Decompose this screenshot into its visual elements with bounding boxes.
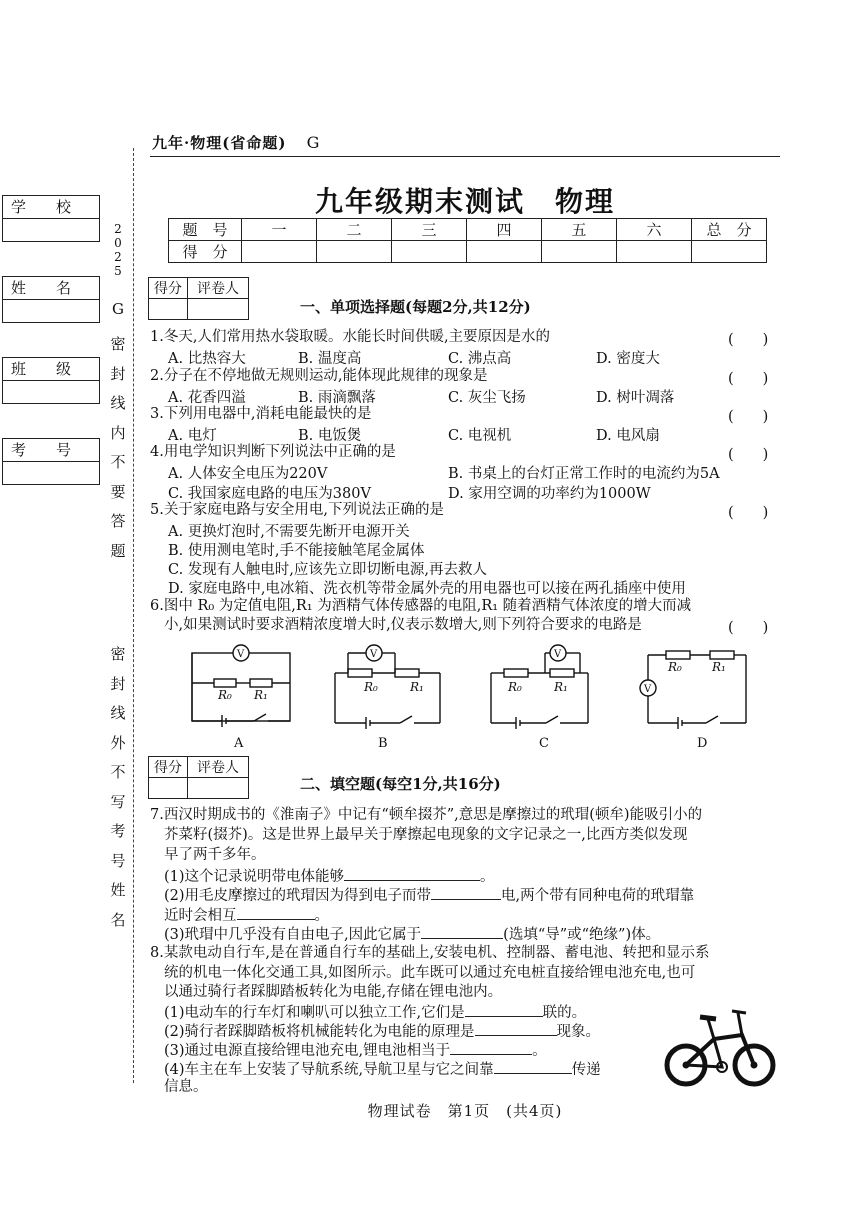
q6-stem-line2: 小,如果测试时要求酒精浓度增大时,仪表示数增大,则下列符合要求的电路是 — [164, 617, 642, 633]
margin-char: 密 — [110, 645, 126, 663]
q8-sub4-text-b: 传递 — [571, 1062, 601, 1078]
grader-box-2 — [148, 756, 249, 799]
name-label: 姓 名 — [3, 277, 99, 300]
q7-sub2-text-b: 电,两个带有同种电荷的玳瑁靠 — [501, 888, 695, 904]
q4-stem: 4.用电学知识判断下列说法中正确的是 — [150, 444, 396, 460]
q3-option-d: D. 电风扇 — [596, 428, 660, 444]
q3-option-b: B. 电饭煲 — [298, 428, 362, 444]
score-table — [168, 218, 767, 263]
margin-letter: G — [112, 300, 124, 318]
q8-sub1 — [164, 1002, 586, 1023]
r1-c-label: R₁ — [554, 680, 568, 694]
margin-char: 不 — [110, 763, 126, 781]
q8-blank-1[interactable] — [465, 1002, 543, 1017]
q1-option-c: C. 沸点高 — [448, 351, 512, 367]
q2-stem: 2.分子在不停地做无规则运动,能体现此规律的现象是 — [150, 368, 488, 384]
series-text: 九年·物理(省命题) — [152, 134, 287, 152]
q8-blank-3[interactable] — [450, 1040, 532, 1055]
q7-blank-1[interactable] — [344, 866, 480, 881]
q4-option-d: D. 家用空调的功率约为1000W — [448, 486, 651, 502]
r0-c-label: R₀ — [508, 680, 522, 694]
q7-sub2-cont: 近时会相互 。 — [164, 905, 329, 926]
q8-sub3-text: (3)通过电源直接给锂电池充电,锂电池相当于 — [164, 1043, 451, 1059]
e-bike-illustration — [664, 1005, 776, 1089]
q8-sub4-text: (4)车主在车上安装了导航系统,导航卫星与它之间靠 — [164, 1062, 494, 1078]
q8-sub2-text: (2)骑行者踩脚踏板将机械能转化为电能的原理是 — [164, 1024, 475, 1040]
q7-blank-3[interactable] — [237, 905, 315, 920]
q8-sub4-cont: 信息。 — [164, 1079, 208, 1095]
q8-sub3-text-b: 。 — [532, 1043, 547, 1059]
grader-box — [148, 277, 249, 320]
q1-stem: 1.冬天,人们常用热水袋取暖。水能长时间供暖,主要原因是水的 — [150, 329, 551, 345]
section1-title: 一、单项选择题(每题2分,共12分) — [300, 298, 531, 316]
q1-answer-paren: ( ) — [728, 332, 769, 348]
q3-answer-paren: ( ) — [728, 409, 769, 425]
score-cell — [617, 241, 692, 263]
class-label: 班 级 — [3, 358, 99, 381]
page-title: 九年级期末测试 物理 — [314, 185, 615, 218]
r1-b-label: R₁ — [410, 680, 424, 694]
score-table-header: 总 分 — [692, 219, 767, 241]
voltmeter-c-label: V — [554, 649, 562, 660]
school-field — [2, 195, 100, 242]
voltmeter-b-label: V — [370, 649, 378, 660]
q7-line2: 芥菜籽(掇芥)。这是世界上最早关于摩擦起电现象的文字记录之一,比西方类似发现 — [164, 827, 688, 843]
margin-char: 密 — [110, 335, 126, 353]
header-rule — [150, 156, 780, 157]
circuit-b — [335, 645, 440, 729]
q8-sub2-text-b: 现象。 — [556, 1024, 601, 1040]
margin-char: 外 — [110, 733, 126, 752]
q2-answer-paren: ( ) — [728, 371, 769, 387]
score-table-header: 五 — [542, 219, 617, 241]
circuit-b-label: B — [378, 736, 388, 751]
q2-option-a: A. 花香四溢 — [168, 390, 246, 406]
voltmeter-d-label: V — [644, 684, 652, 695]
grader-reviewer-label: 评卷人 — [188, 757, 249, 778]
score-table-header: 一 — [242, 219, 317, 241]
circuit-d — [640, 651, 746, 729]
margin-char: 2 — [114, 222, 122, 236]
margin-char: 要 — [110, 482, 126, 501]
score-table-header: 题 号 — [169, 219, 242, 241]
r0-d-label: R₀ — [668, 660, 682, 674]
q7-blank-4[interactable] — [421, 924, 503, 939]
margin-char: 封 — [110, 674, 126, 693]
q7-line3: 早了两千多年。 — [164, 847, 266, 863]
circuit-diagrams — [150, 635, 770, 755]
score-table-header: 二 — [317, 219, 392, 241]
q3-stem: 3.下列用电器中,消耗电能最快的是 — [150, 406, 372, 422]
q5-option-a: A. 更换灯泡时,不需要先断开电源开关 — [168, 524, 410, 540]
q8-blank-4[interactable] — [494, 1059, 572, 1074]
class-field — [2, 357, 100, 404]
margin-year — [108, 222, 128, 278]
seal-outer-text — [108, 640, 128, 935]
q7-blank-2[interactable] — [431, 885, 501, 900]
r1-a-label: R₁ — [254, 688, 268, 702]
q1-option-d: D. 密度大 — [596, 351, 660, 367]
circuit-c-label: C — [539, 736, 549, 751]
q8-blank-2[interactable] — [475, 1021, 557, 1036]
margin-char: 内 — [110, 423, 126, 442]
exam-number-label: 考 号 — [3, 439, 99, 462]
q7-sub3-text-b: (选填“导”或“绝缘”)体。 — [503, 927, 661, 943]
voltmeter-a-label: V — [237, 649, 245, 660]
q6-stem-line1: 6.图中 R₀ 为定值电阻,R₁ 为酒精气体传感器的电阻,R₁ 随着酒精气体浓度的增大而减 — [150, 598, 692, 614]
q8-line3: 以通过骑行者踩脚踏板转化为电能,存储在锂电池内。 — [164, 984, 503, 1000]
q6-answer-paren: ( ) — [728, 620, 769, 636]
margin-char: 0 — [114, 236, 122, 250]
grader-score-label: 得分 — [149, 278, 188, 299]
circuit-a-label: A — [234, 736, 244, 751]
q7-sub2 — [164, 885, 694, 906]
margin-char: 写 — [110, 792, 126, 811]
q7-sub1: (1)这个记录说明带电体能够 。 — [164, 866, 495, 887]
section2-title: 二、填空题(每空1分,共16分) — [300, 775, 501, 793]
version-letter: G — [306, 133, 321, 152]
q3-option-a: A. 电灯 — [168, 428, 217, 444]
q8-sub4 — [164, 1059, 601, 1080]
score-cell — [542, 241, 617, 263]
q7-sub3-text: (3)玳瑁中几乎没有自由电子,因此它属于 — [164, 927, 422, 943]
q8-sub3 — [164, 1040, 547, 1061]
q7-sub2-text: (2)用毛皮摩擦过的玳瑁因为得到电子而带 — [164, 888, 432, 904]
exam-number-field — [2, 438, 100, 485]
school-label: 学 校 — [3, 196, 99, 219]
margin-char: 名 — [110, 910, 126, 929]
q7-sub3 — [164, 924, 660, 945]
margin-char: 不 — [110, 453, 126, 471]
margin-char: 题 — [110, 541, 126, 560]
q5-stem: 5.关于家庭电路与安全用电,下列说法正确的是 — [150, 502, 444, 518]
margin-char: 线 — [110, 394, 126, 412]
r1-d-label: R₁ — [712, 660, 726, 674]
paper-series — [152, 132, 320, 153]
name-field — [2, 276, 100, 323]
margin-char: 5 — [114, 264, 122, 278]
margin-char: 姓 — [110, 881, 126, 899]
q8-sub1-text: (1)电动车的行车灯和喇叭可以独立工作,它们是 — [164, 1005, 465, 1021]
q5-answer-paren: ( ) — [728, 505, 769, 521]
q7-sub1-text: (1)这个记录说明带电体能够 — [164, 869, 345, 885]
margin-char: 考 — [110, 822, 126, 840]
q5-option-b: B. 使用测电笔时,手不能接触笔尾金属体 — [168, 543, 425, 559]
score-table-header: 三 — [392, 219, 467, 241]
q5-option-c: C. 发现有人触电时,应该先立即切断电源,再去救人 — [168, 562, 488, 578]
circuit-d-label: D — [697, 736, 708, 751]
margin-char: 封 — [110, 364, 126, 383]
q5-option-d: D. 家庭电路中,电冰箱、洗衣机等带金属外壳的用电器也可以接在两孔插座中使用 — [168, 581, 686, 597]
q7-sub2-text-c: 近时会相互 — [164, 908, 237, 924]
q4-option-c: C. 我国家庭电路的电压为380V — [168, 486, 371, 502]
q3-option-c: C. 电视机 — [448, 428, 512, 444]
score-row-label: 得 分 — [169, 241, 242, 263]
q8-sub1-text-b: 联的。 — [542, 1005, 587, 1021]
seal-line — [133, 148, 134, 1083]
score-cell — [392, 241, 467, 263]
seal-inner-text — [108, 330, 128, 566]
grader-reviewer-label: 评卷人 — [188, 278, 249, 299]
score-cell — [242, 241, 317, 263]
q7-line1: 7.西汉时期成书的《淮南子》中记有“顿牟掇芥”,意思是摩擦过的玳瑁(顿牟)能吸引小的 — [150, 807, 703, 823]
q4-option-a: A. 人体安全电压为220V — [168, 466, 328, 482]
r0-b-label: R₀ — [364, 680, 378, 694]
q2-option-b: B. 雨滴飘落 — [298, 390, 376, 406]
q4-option-b: B. 书桌上的台灯正常工作时的电流约为5A — [448, 466, 720, 482]
grader-score-label: 得分 — [149, 757, 188, 778]
margin-char: 线 — [110, 704, 126, 722]
score-cell — [692, 241, 767, 263]
score-table-header: 四 — [467, 219, 542, 241]
score-cell — [467, 241, 542, 263]
q8-line2: 统的机电一体化交通工具,如图所示。此车既可以通过充电桩直接给锂电池充电,也可 — [164, 965, 696, 981]
q8-line1: 8.某款电动自行车,是在普通自行车的基础上,安装电机、控制器、蓄电池、转把和显示系 — [150, 945, 710, 961]
q2-option-c: C. 灰尘飞扬 — [448, 390, 526, 406]
circuit-c — [491, 645, 588, 729]
margin-char: 号 — [110, 851, 126, 870]
q1-option-a: A. 比热容大 — [168, 351, 246, 367]
score-table-header: 六 — [617, 219, 692, 241]
q1-option-b: B. 温度高 — [298, 351, 362, 367]
q8-sub2 — [164, 1021, 600, 1042]
q4-answer-paren: ( ) — [728, 447, 769, 463]
q2-option-d: D. 树叶凋落 — [596, 390, 675, 406]
margin-char: 答 — [110, 512, 126, 530]
score-cell — [317, 241, 392, 263]
margin-char: 2 — [114, 250, 122, 264]
r0-a-label: R₀ — [218, 688, 232, 702]
page-footer: 物理试卷 第1页 (共4页) — [367, 1102, 563, 1120]
